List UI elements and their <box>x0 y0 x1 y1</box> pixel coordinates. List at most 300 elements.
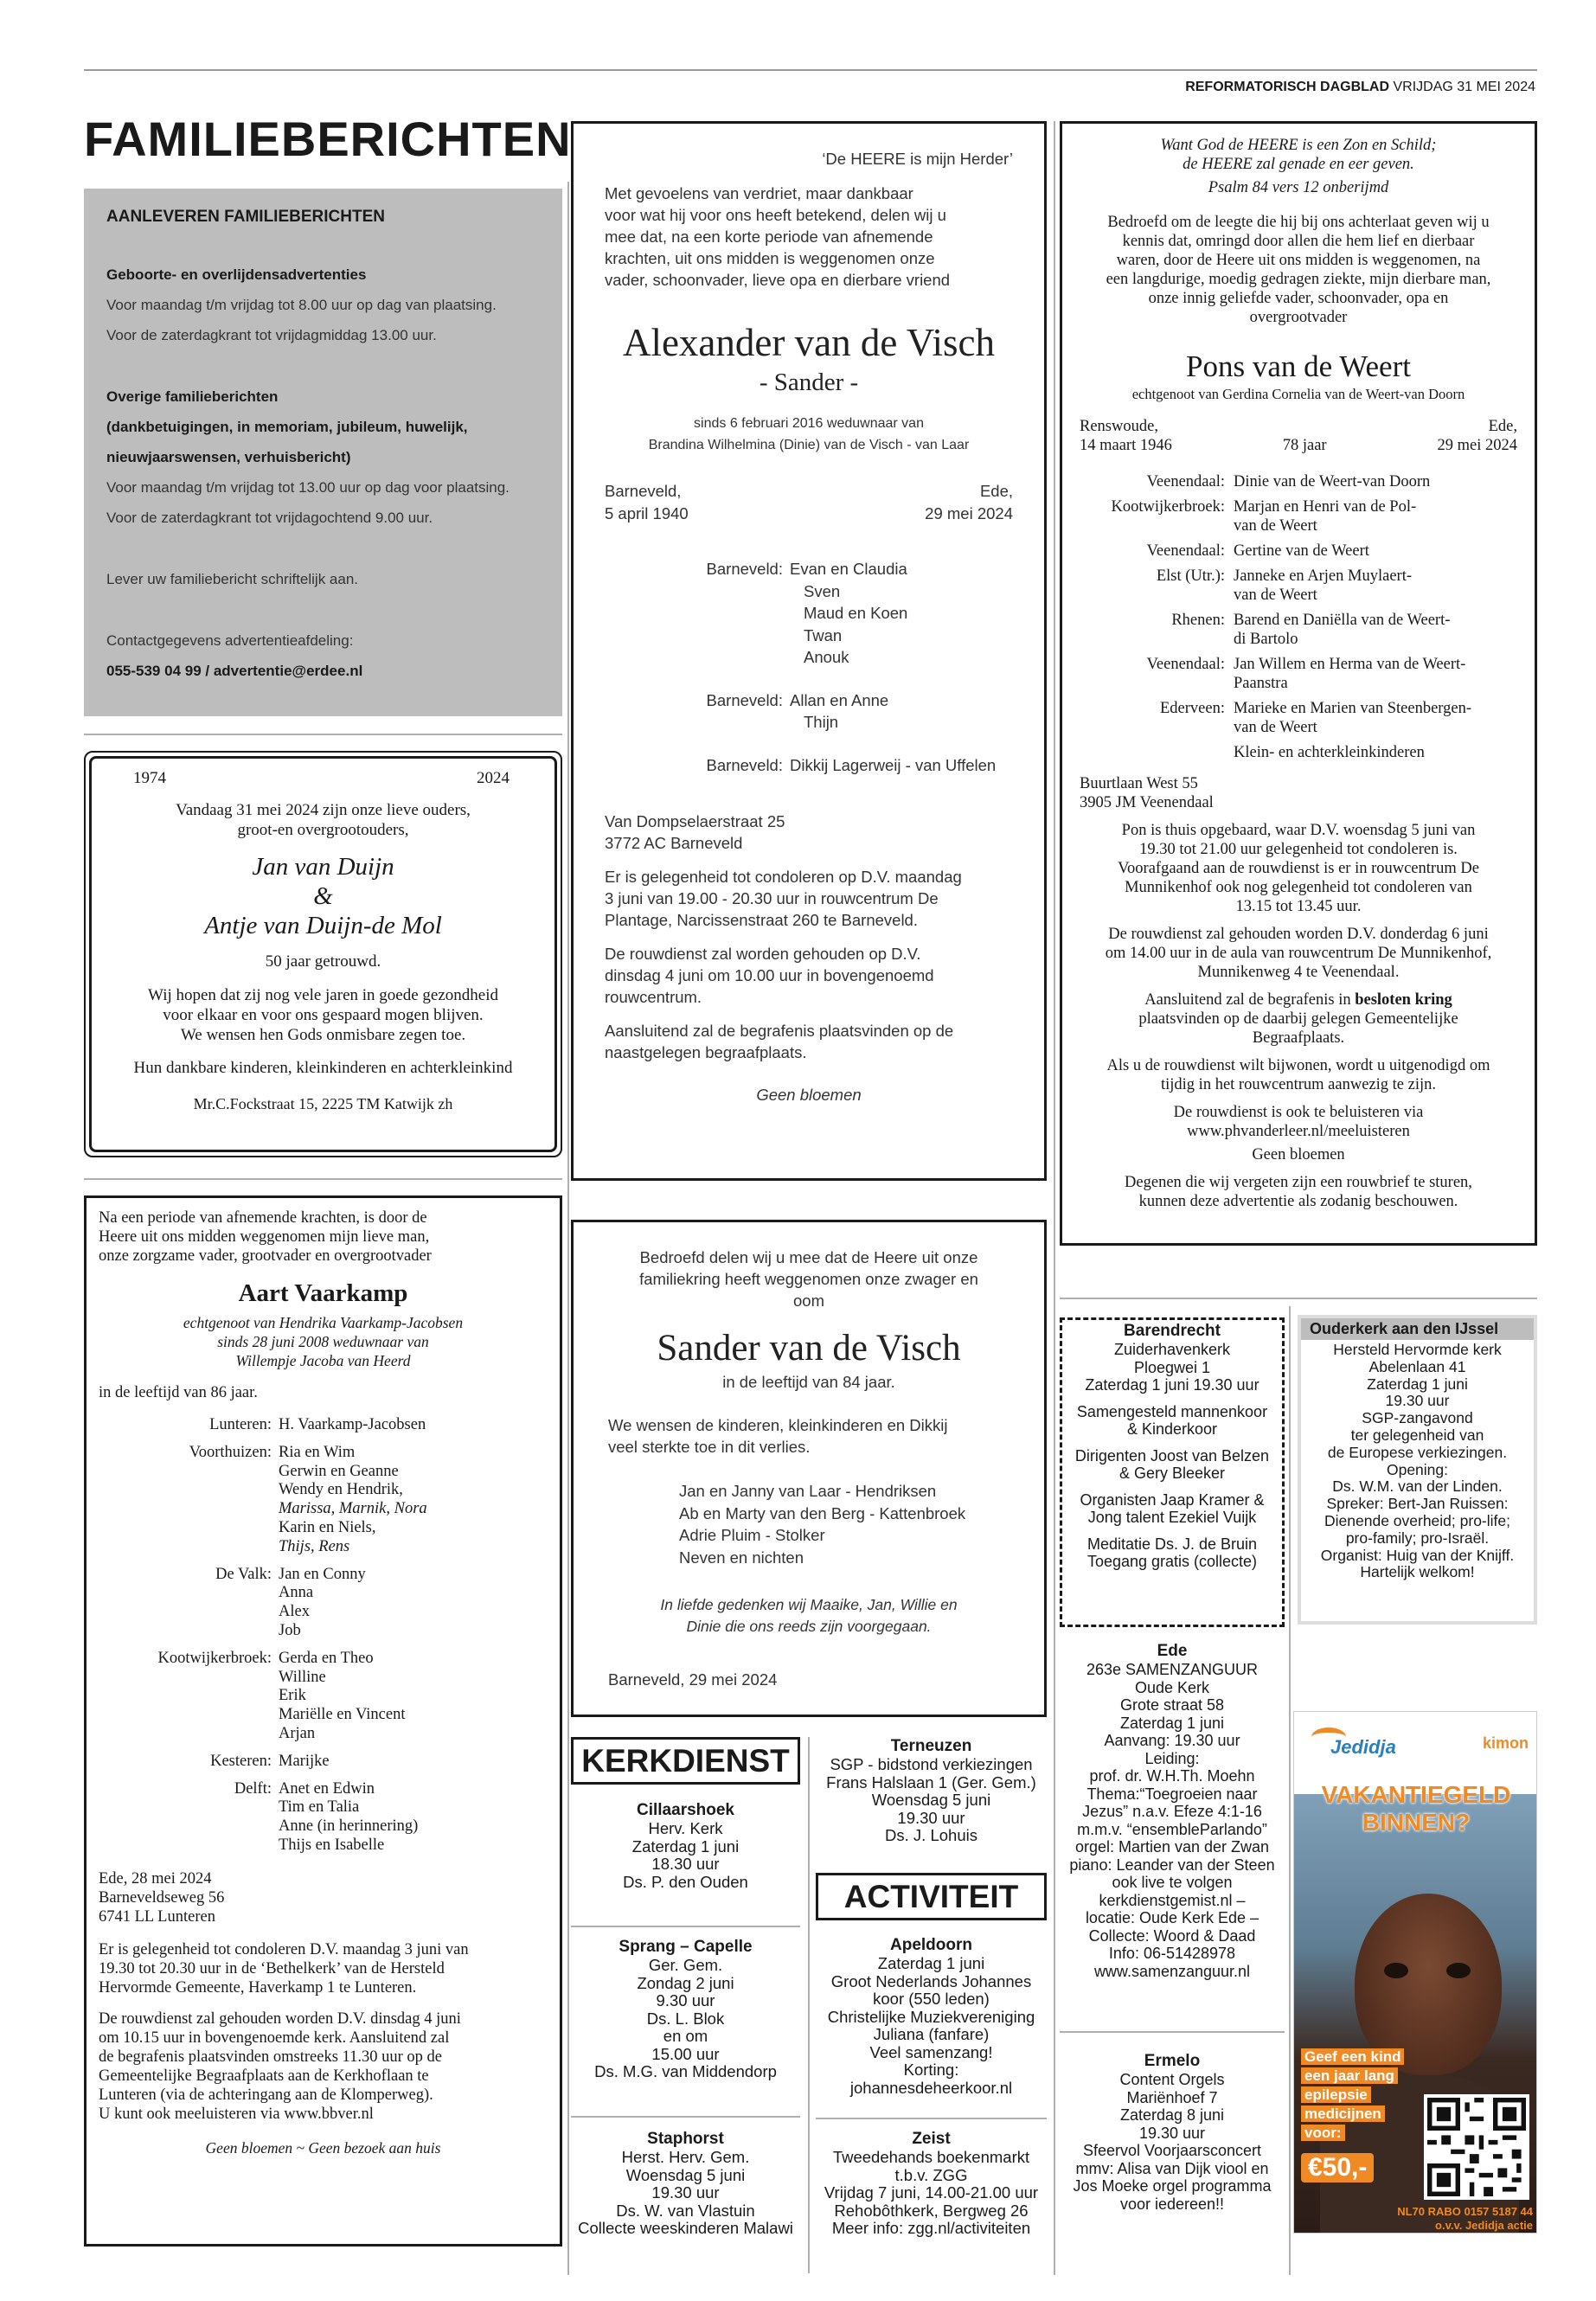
listing-line: Woensdag 5 juni <box>871 1791 991 1809</box>
family-place: Elst (Utr.): <box>1156 567 1225 585</box>
family-member: Thijn <box>804 713 839 731</box>
ad-headline <box>1294 1781 1537 1836</box>
listing-place: Apeldoorn <box>890 1936 972 1954</box>
text-line: familiekring heeft weggenomen onze zwager en <box>639 1270 978 1288</box>
contact-details: 055-539 04 99 / advertentie@erdee.nl <box>106 663 363 679</box>
address-line: 3905 JM Veenendaal <box>1080 794 1214 811</box>
widower-line: sinds 6 februari 2016 weduwnaar van <box>694 416 924 431</box>
text-line: Dinie die ons reeds zijn voorgegaan. <box>686 1618 932 1635</box>
family-member: Anne (in herinnering) <box>279 1817 419 1836</box>
family-member: Gerda en Theo <box>279 1649 374 1667</box>
listing-line: Oude Kerk <box>1134 1678 1210 1696</box>
column-rule <box>808 1737 810 2273</box>
church-service-listing <box>571 1938 800 2081</box>
listing-line: 19.30 uur <box>651 2183 720 2202</box>
burial-text <box>1080 1009 1517 1048</box>
qr-code-icon[interactable] <box>1424 2094 1529 2200</box>
family-member: Anna <box>279 1584 314 1602</box>
listing-place: Barendrecht <box>1124 1322 1221 1340</box>
family-member: Janneke en Arjen Muylaert- <box>1234 567 1412 585</box>
family-member: van de Weert <box>1234 517 1317 535</box>
death-date: 29 mei 2024 <box>1437 437 1517 454</box>
listing-line: piano: Leander van der Steen <box>1069 1856 1275 1874</box>
text-line: Met gevoelens van verdriet, maar dankbaar <box>605 184 913 202</box>
age-line: in de leeftijd van 84 jaar. <box>722 1373 895 1391</box>
listing-line: Dirigenten Joost van Belzen <box>1074 1446 1270 1465</box>
family-member: Tim en Talia <box>279 1798 360 1817</box>
listing-line: Christelijke Muziekvereniging <box>827 2007 1035 2026</box>
text-line: Voorafgaand aan de rouwdienst is er in rouwcentrum De <box>1118 860 1479 877</box>
family-place: Kootwijkerbroek: <box>1111 498 1225 516</box>
text-line: mee dat, na een korte periode van afnemende <box>605 228 933 246</box>
text-line: In liefde gedenken wij Maaike, Jan, Willie en <box>660 1596 958 1613</box>
family-place: Barneveld: <box>706 560 783 578</box>
text-line: Spreker: Bert-Jan Ruissen: <box>1326 1495 1509 1513</box>
cta-line: een jaar lang <box>1301 2067 1398 2084</box>
text-line: Jan en Janny van Laar - Hendriksen <box>679 1482 937 1500</box>
listing-line: Groot Nederlands Johannes <box>830 1971 1032 1990</box>
family-group <box>1080 497 1517 535</box>
church-service-listing <box>571 2130 800 2238</box>
listing-line: Rehobôthkerk, Bergweg 26 <box>834 2201 1029 2220</box>
death-place: Ede, <box>979 482 1013 500</box>
text-line: Na een periode van afnemende krachten, is door de <box>99 1209 427 1227</box>
family-list <box>1080 472 1517 762</box>
family-place: Veenendaal: <box>1146 542 1225 560</box>
family-member: Marjan en Henri van de Pol- <box>1234 498 1417 516</box>
family-place: Veenendaal: <box>1146 656 1225 673</box>
listing-line: Content Orgels <box>1119 2071 1225 2088</box>
family-group <box>1080 655 1517 693</box>
listing-line: Mariënhoef 7 <box>1126 2088 1218 2106</box>
jedidja-logo: Jedidja <box>1330 1736 1396 1758</box>
birth-date: 5 april 1940 <box>605 504 689 522</box>
jubilee-text: voor elkaar en voor ons gespaard mogen blijven. <box>163 1006 484 1024</box>
listing-place: Staphorst <box>647 2130 724 2148</box>
deceased-name: Sander van de Visch <box>657 1328 961 1368</box>
death-date: 29 mei 2024 <box>925 504 1013 522</box>
text-line: Bedroefd om de leegte die hij bij ons achterlaat geven wij u <box>1107 214 1490 231</box>
family-place <box>1080 743 1234 762</box>
row-rule <box>84 1178 562 1180</box>
listing-line: Herv. Kerk <box>648 1819 723 1837</box>
obituary-intro <box>99 1208 548 1266</box>
listing-line: Samengesteld mannenkoor <box>1076 1402 1268 1420</box>
info-heading: (dankbetuigingen, in memoriam, jubileum, huwelijk, <box>106 419 468 435</box>
ouderkerk-ad <box>1298 1315 1537 1625</box>
child-eye <box>1446 1963 1471 1978</box>
text-line: Pon is thuis opgebaard, waar D.V. woensdag 5 juni van <box>1121 822 1476 839</box>
text-line: www.phvanderleer.nl/meeluisteren <box>1187 1123 1410 1140</box>
bible-quote <box>1080 136 1517 174</box>
bank-account: NL70 RABO 0157 5187 44 <box>1397 2205 1533 2218</box>
listing-line: Meer info: zgg.nl/activiteiten <box>831 2219 1031 2237</box>
family-group <box>99 1444 548 1557</box>
family-member: Barend en Daniëlla van de Weert- <box>1234 612 1451 629</box>
text-line: veel sterkte toe in dit verlies. <box>608 1438 811 1456</box>
address-line: Buurtlaan West 55 <box>1080 775 1198 792</box>
family-group <box>99 1566 548 1641</box>
listing-place: Ouderkerk aan den IJssel <box>1301 1318 1534 1340</box>
family-member: Dikkij Lagerweij - van Uffelen <box>790 755 997 774</box>
column-rule <box>1054 121 1055 2275</box>
listing-line <box>1066 1527 1279 1535</box>
family-member: Alex <box>279 1603 310 1621</box>
condolence-text <box>99 1940 548 1997</box>
bank-reference: o.v.v. Jedidja actie <box>1435 2219 1533 2232</box>
text-line: kunnen deze advertentie als zodanig beschouwen. <box>1138 1193 1458 1210</box>
family-member: Gertine van de Weert <box>1234 542 1369 560</box>
info-line: Voor de zaterdagkrant tot vrijdagmiddag 13.00 uur. <box>106 327 437 343</box>
listing-line: Frans Halslaan 1 (Ger. Gem.) <box>826 1772 1036 1791</box>
text-line: De rouwdienst is ook te beluisteren via <box>1173 1104 1424 1121</box>
burial-text <box>605 1020 1013 1063</box>
family-place: Voorthuizen: <box>189 1443 272 1461</box>
bank-details <box>1294 2205 1537 2233</box>
text-line: Opening: <box>1386 1460 1449 1478</box>
text-line: 19.30 tot 21.00 uur gelegenheid tot condoleren is. <box>1139 841 1458 858</box>
text-line: Ab en Marty van den Berg - Kattenbroek <box>679 1503 966 1522</box>
listing-line: voor iedereen!! <box>1119 2195 1225 2213</box>
year-start: 1974 <box>133 769 166 787</box>
family-group <box>99 1416 548 1435</box>
jubilee-text: groot-en overgrootouders, <box>237 821 409 839</box>
family-place: Delft: <box>234 1779 272 1798</box>
text-line: Hersteld Hervormde kerk <box>1333 1341 1502 1358</box>
family-member: Thijs en Isabelle <box>279 1836 385 1854</box>
listing-line: Veel samenzang! <box>869 2042 993 2061</box>
listing-line: locatie: Oude Kerk Ede – <box>1085 1909 1259 1926</box>
text-line: plaatsvinden op de daarbij gelegen Gemeentelijke <box>1138 1010 1458 1028</box>
text-line: rouwcentrum. <box>605 988 702 1006</box>
closing-note: Geen bloemen <box>756 1086 862 1104</box>
text-line: Heere uit ons midden weggenomen mijn lieve man, <box>99 1228 430 1246</box>
family-list <box>608 1480 1010 1568</box>
jubilee-text: 50 jaar getrouwd. <box>265 952 381 971</box>
listing-place: Sprang – Capelle <box>619 1938 753 1956</box>
family-group <box>1080 699 1517 737</box>
donation-amount: €50,- <box>1301 2153 1374 2182</box>
text-line: om 10.15 uur in bovengenoemde kerk. Aansluitend zal <box>99 2029 450 2047</box>
family-group <box>688 754 1013 777</box>
death-place: Ede, <box>1488 418 1517 435</box>
listing-line: koor (550 leden) <box>873 1990 990 2008</box>
text-line: de HEERE zal genade en eer geven. <box>1183 156 1414 173</box>
text-line: de begrafenis plaatsvinden omstreeks 11.30 uur op de <box>99 2048 442 2066</box>
row-rule <box>1060 1298 1537 1299</box>
text-line: om 14.00 uur in de aula van rouwcentrum De Munnikenhof, <box>1105 945 1492 962</box>
family-group <box>1080 611 1517 649</box>
info-line: Lever uw familiebericht schriftelijk aan. <box>106 571 359 587</box>
listing-line: Organisten Jaap Kramer & <box>1080 1490 1265 1509</box>
listing-line: SGP - bidstond verkiezingen <box>830 1755 1033 1773</box>
listing-line: Zaterdag 8 juni <box>1119 2106 1225 2124</box>
column-rule <box>1289 1306 1291 2275</box>
listing-place: Terneuzen <box>890 1737 972 1755</box>
family-group <box>1080 542 1517 561</box>
listing-line: Ds. M.G. van Middendorp <box>594 2062 777 2080</box>
listing-line: Grote straat 58 <box>1119 1696 1225 1714</box>
bible-reference: Psalm 84 vers 12 onberijmd <box>1208 179 1389 196</box>
text-line: Neven en nichten <box>679 1548 804 1567</box>
family-group <box>99 1650 548 1744</box>
service-text <box>605 943 1013 1008</box>
text-line: tijdig in het rouwcentrum aanwezig te zijn. <box>1161 1076 1436 1093</box>
text-line: We wensen de kinderen, kleinkinderen en Dikkij <box>608 1416 948 1434</box>
family-member: Karin en Niels, <box>279 1518 376 1536</box>
place-date: Ede, 28 mei 2024 <box>99 1869 212 1888</box>
listing-line: 15.00 uur <box>651 2044 720 2063</box>
text-line: Organist: Huig van der Knijff. <box>1320 1546 1515 1564</box>
listing-line: prof. dr. W.H.Th. Moehn <box>1089 1767 1255 1785</box>
listing-line: www.samenzanguur.nl <box>1093 1962 1251 1980</box>
text-line: Adrie Pluim - Stolker <box>679 1526 825 1544</box>
condolence-text <box>605 866 1013 931</box>
text-line: de Europese verkiezingen. <box>1327 1443 1508 1461</box>
jubilee-address: Mr.C.Fockstraat 15, 2225 TM Katwijk zh <box>193 1095 453 1112</box>
text-line: Plantage, Narcissenstraat 260 te Barneveld. <box>605 911 918 929</box>
church-service-listing <box>571 1801 800 1891</box>
cta-line: Geef een kind <box>1301 2048 1404 2065</box>
jubilee-name: Antje van Duijn-de Mol <box>204 912 442 939</box>
family-member: Marissa, Marnik, Nora <box>279 1500 427 1518</box>
text-line: 19.30 tot 20.30 uur in de ‘Bethelkerk’ van de Hersteld <box>99 1959 445 1977</box>
text-line: De rouwdienst zal gehouden worden D.V. dinsdag 4 juni <box>99 2009 461 2028</box>
age-line: in de leeftijd van 86 jaar. <box>99 1384 258 1401</box>
listing-place: Cillaarshoek <box>637 1801 734 1819</box>
listing-line: Korting: <box>903 2061 959 2079</box>
text-line: een langdurige, moedig gedragen ziekte, mijn dierbare man, <box>1106 271 1491 288</box>
text-line: Degenen die wij vergeten zijn een rouwbrief te sturen, <box>1125 1174 1472 1191</box>
jubilee-text: Wij hopen dat zij nog vele jaren in goede gezondheid <box>148 986 498 1004</box>
birth-place: Renswoude, <box>1080 418 1158 435</box>
family-member: Willine <box>279 1668 326 1686</box>
listing-line: Leiding: <box>1144 1749 1200 1767</box>
kimon-logo: kimon <box>1483 1734 1529 1752</box>
listing-line <box>1066 1394 1279 1403</box>
family-member: Paanstra <box>1234 675 1288 692</box>
family-member: Twan <box>804 625 843 644</box>
text-line: Abelenlaan 41 <box>1368 1357 1466 1375</box>
family-member: Erik <box>279 1687 306 1705</box>
listing-line: Zaterdag 1 juni 19.30 uur <box>1085 1376 1259 1394</box>
activity-listing <box>816 1936 1047 2097</box>
listing-place: Ede <box>1157 1642 1188 1660</box>
row-rule <box>1060 2031 1285 2033</box>
obituary-aart-vaarkamp <box>84 1195 562 2247</box>
listing-line: Collecte weeskinderen Malawi <box>578 2219 793 2237</box>
text-line: 3 juni van 19.00 - 20.30 uur in rouwcentrum De <box>605 889 939 907</box>
family-place: Lunteren: <box>209 1416 272 1433</box>
family-place: Barneveld: <box>706 690 783 709</box>
listing-line: Ds. W. van Vlastuin <box>616 2201 755 2220</box>
text-line: ter gelegenheid van <box>1350 1426 1484 1444</box>
listing-line: m.m.v. “ensembleParlando” <box>1077 1820 1267 1838</box>
family-group <box>1080 743 1517 762</box>
listing-line: Info: 06-51428978 <box>1108 1945 1236 1962</box>
listing-line: & Kinderkoor <box>1126 1420 1218 1438</box>
obituary-intro <box>605 183 1013 291</box>
text-line: Munnikenweg 4 te Veenendaal. <box>1197 964 1400 981</box>
family-group <box>99 1753 548 1772</box>
text-line: Gemeentelijke Begraafplaats aan de Kerkhoflaan te <box>99 2067 429 2085</box>
church-service-listing <box>816 1737 1047 1845</box>
birth-date: 14 maart 1946 <box>1080 437 1172 454</box>
obituary-alexander-van-de-visch <box>571 121 1047 1181</box>
listing-line: Ds. L. Blok <box>646 2009 725 2028</box>
family-member: van de Weert <box>1234 586 1317 604</box>
listing-line: 263e SAMENZANGUUR <box>1086 1661 1259 1678</box>
listing-place: Ermelo <box>1144 2052 1201 2070</box>
family-member: Anouk <box>804 648 849 666</box>
info-title: AANLEVEREN FAMILIEBERICHTEN <box>106 208 385 226</box>
listing-line: 19.30 uur <box>897 1808 965 1827</box>
family-member: H. Vaarkamp-Jacobsen <box>279 1416 426 1433</box>
family-place: Barneveld: <box>706 755 783 774</box>
listing-line: Ds. P. den Ouden <box>623 1872 748 1891</box>
listing-line: Ploegwei 1 <box>1133 1358 1211 1376</box>
text-line: Er is gelegenheid tot condoleren D.V. maandag 3 juni van <box>99 1940 469 1958</box>
widower-line: Willempje Jacoba van Heerd <box>235 1352 411 1369</box>
year-end: 2024 <box>477 769 510 787</box>
ermelo-concert-listing <box>1060 2052 1285 2213</box>
text-line: Bedroefd delen wij u mee dat de Heere uit onze <box>639 1248 978 1266</box>
family-group <box>1080 472 1517 491</box>
family-member: Wendy en Hendrik, <box>279 1481 403 1499</box>
family-member: Gerwin en Geanne <box>279 1462 399 1480</box>
deceased-name: Aart Vaarkamp <box>238 1279 408 1307</box>
listing-line: Zaterdag 1 juni <box>877 1954 985 1972</box>
listing-line: Aanvang: 19.30 uur <box>1104 1732 1240 1749</box>
text-line: onze zorgzame vader, grootvader en overgrootvader <box>99 1247 432 1265</box>
listing-line: orgel: Martien van der Zwan <box>1074 1838 1270 1856</box>
address-line: Van Dompselaerstraat 25 <box>605 812 785 830</box>
jubilee-ad <box>84 751 562 1157</box>
row-rule <box>571 2116 800 2118</box>
address-line: 3772 AC Barneveld <box>605 834 743 852</box>
listing-line: t.b.v. ZGG <box>894 2165 968 2184</box>
listing-line: Jezus” n.a.v. Efeze 4:1-16 <box>1082 1803 1262 1820</box>
cta-line: voor: <box>1301 2125 1345 2141</box>
listing-line: Zaterdag 1 juni <box>631 1836 740 1856</box>
family-member: Jan Willem en Herma van de Weert- <box>1234 656 1466 673</box>
listing-line <box>1066 1483 1279 1491</box>
text-line: Hartelijk welkom! <box>1360 1563 1475 1581</box>
family-group <box>99 1780 548 1856</box>
listing-line: Zondag 2 juni <box>637 1973 734 1992</box>
text-line: U kunt ook meeluisteren via www.bbver.nl <box>99 2105 374 2123</box>
family-group <box>1080 567 1517 605</box>
headline-line: BINNEN? <box>1362 1809 1471 1836</box>
family-member: Anet en Edwin <box>279 1779 375 1798</box>
jedidja-charity-ad <box>1293 1711 1537 2234</box>
birth-place: Barneveld, <box>605 482 682 500</box>
listing-line: Ds. J. Lohuis <box>885 1826 977 1844</box>
info-line: Voor maandag t/m vrijdag tot 8.00 uur op dag van plaatsing. <box>106 297 497 313</box>
family-member: van de Weert <box>1234 719 1317 736</box>
family-member: di Bartolo <box>1234 631 1298 648</box>
text-line: Hervormde Gemeente, Haverkamp 1 te Lunteren. <box>99 1978 417 1997</box>
listing-line: Jong talent Ezekiel Vuijk <box>1087 1509 1257 1526</box>
listing-line: Juliana (fanfare) <box>873 2025 990 2043</box>
family-place: De Valk: <box>215 1565 272 1583</box>
listing-place: Zeist <box>912 2130 951 2148</box>
ampersand: & <box>313 882 333 910</box>
ede-samenzang-listing <box>1060 1642 1285 1980</box>
family-member: Marieke en Marien van Steenbergen- <box>1234 700 1471 717</box>
info-line: Contactgegevens advertentieafdeling: <box>106 632 354 649</box>
cta-line: medicijnen <box>1301 2106 1385 2122</box>
listing-line: Sfeervol Voorjaarsconcert <box>1082 2142 1262 2159</box>
listing-line: en om <box>663 2027 708 2045</box>
family-group <box>688 558 1013 669</box>
deceased-name: Pons van de Weert <box>1186 349 1411 383</box>
text-line: naastgelegen begraafplaats. <box>605 1043 807 1061</box>
text-line: overgrootvader <box>1249 309 1348 326</box>
text-line: Dienende overheid; pro-life; <box>1324 1511 1510 1529</box>
family-place: Ederveen: <box>1160 700 1225 717</box>
family-member: Marijke <box>279 1752 330 1770</box>
listing-line: 19.30 uur <box>1138 2124 1206 2142</box>
service-text <box>1080 925 1517 982</box>
listing-line: 18.30 uur <box>651 1855 720 1873</box>
info-heading: nieuwjaarswensen, verhuisbericht) <box>106 449 351 465</box>
text-line: Zaterdag 1 juni <box>1367 1375 1468 1393</box>
family-member: Mariëlle en Vincent <box>279 1706 406 1724</box>
family-member: Sven <box>804 581 841 600</box>
nickname: - Sander - <box>759 369 859 396</box>
bible-quote: ‘De HEERE is mijn Herder’ <box>822 150 1013 168</box>
row-rule <box>816 2118 1047 2119</box>
listing-line: Herst. Herv. Gem. <box>621 2148 750 2166</box>
child-eye <box>1384 1963 1408 1978</box>
listing-line: Meditatie Ds. J. de Bruin <box>1086 1535 1258 1553</box>
info-line: Voor de zaterdagkrant tot vrijdagochtend 9.00 uur. <box>106 510 433 526</box>
text-line: dinsdag 4 juni om 10.00 uur in bovengenoemd <box>605 966 934 984</box>
family-member: Thijs, Rens <box>279 1537 350 1555</box>
jubilee-name: Jan van Duijn <box>252 853 394 881</box>
listing-line: Zuiderhavenkerk <box>1113 1341 1231 1358</box>
family-place: Kootwijkerbroek: <box>157 1649 272 1667</box>
text-line: Munnikenhof ook nog gelegenheid tot condoleren van <box>1125 879 1472 896</box>
row-rule <box>84 734 562 735</box>
family-member: Klein- en achterkleinkinderen <box>1234 744 1425 761</box>
text-line: voor wat hij voor ons heeft betekend, delen wij u <box>605 206 946 224</box>
attendance-text <box>1080 1056 1517 1094</box>
barendrecht-concert-ad <box>1060 1317 1285 1627</box>
top-rule <box>84 69 1537 71</box>
jubilee-text: Vandaag 31 mei 2024 zijn onze lieve ouders, <box>176 801 471 819</box>
family-list <box>99 1416 548 1856</box>
listing-line <box>1066 1439 1279 1447</box>
cta-line: epilepsie <box>1301 2086 1371 2103</box>
listing-line: Woensdag 5 juni <box>625 2165 746 2184</box>
family-group <box>688 689 1013 734</box>
listing-line: Tweedehands boekenmarkt <box>832 2148 1030 2166</box>
text-line: Begraafplaats. <box>1252 1029 1345 1047</box>
memorial-text <box>608 1594 1010 1638</box>
obituary-intro <box>608 1247 1010 1311</box>
info-line: Voor maandag t/m vrijdag tot 13.00 uur op dag voor plaatsing. <box>106 479 510 496</box>
condolence-text <box>1080 821 1517 916</box>
spouse-line: echtgenoot van Hendrika Vaarkamp-Jacobsen <box>183 1314 464 1331</box>
text-line: De rouwdienst zal worden gehouden op D.V. <box>605 945 921 963</box>
text-line: 19.30 uur <box>1385 1392 1450 1410</box>
text-line: waren, door de Heere uit ons midden is weggenomen, na <box>1116 252 1481 269</box>
row-rule <box>571 1926 800 1927</box>
jubilee-text: Hun dankbare kinderen, kleinkinderen en achterkleinkind <box>133 1059 513 1077</box>
listing-line: Vrijdag 7 juni, 14.00-21.00 uur <box>824 2183 1039 2202</box>
